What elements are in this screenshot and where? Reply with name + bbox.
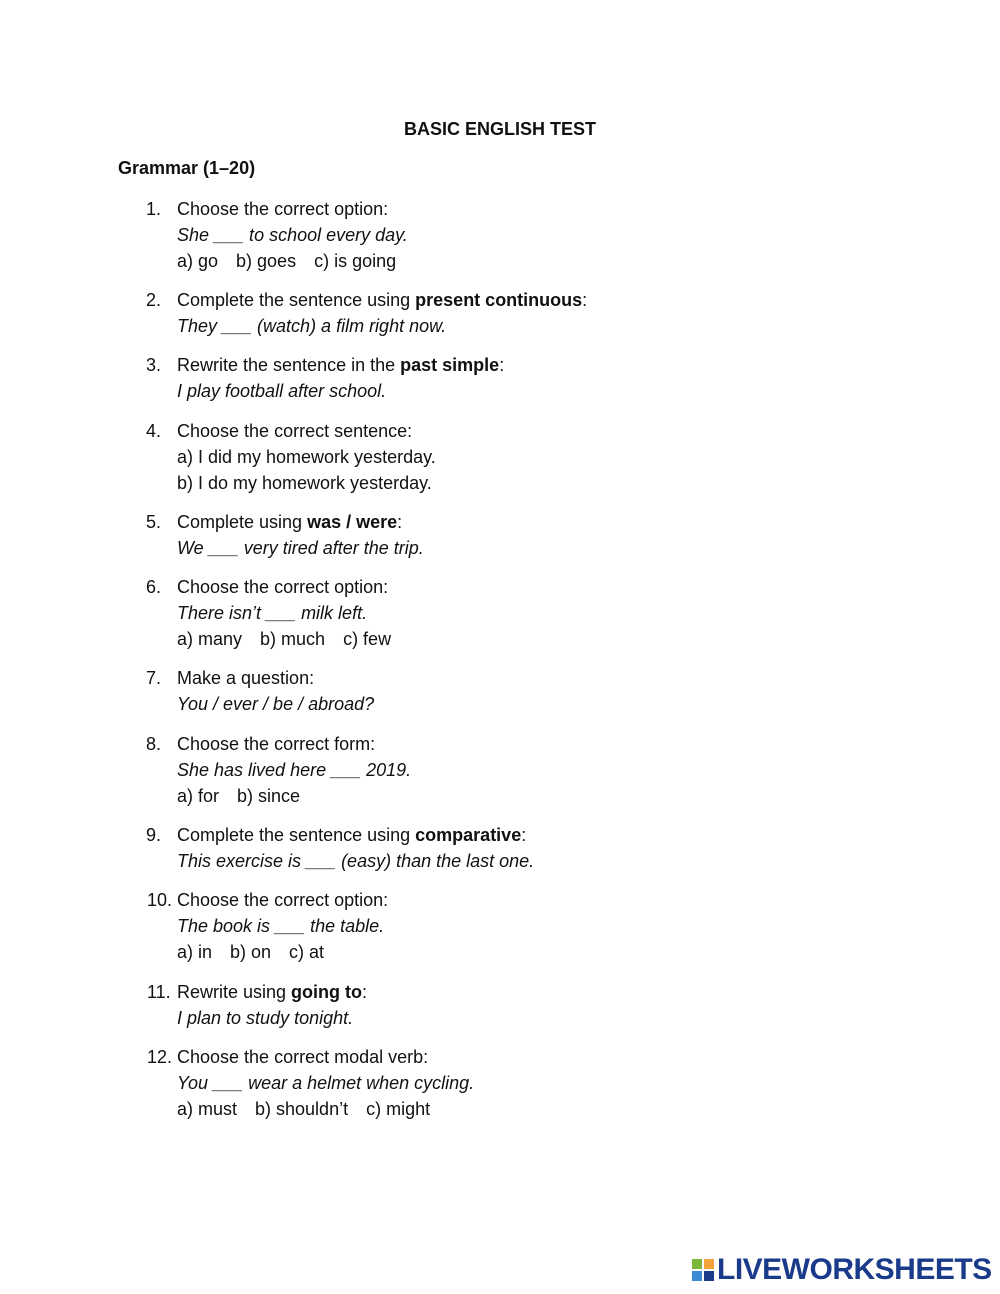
grammar-term: comparative [415, 825, 522, 845]
question-instruction: Choose the correct option: [177, 199, 389, 219]
question-instruction: Choose the correct sentence: [177, 421, 413, 441]
option-c[interactable]: c) at [289, 942, 325, 962]
question-number: 9. [146, 825, 162, 845]
grammar-term: past simple [400, 355, 500, 375]
option-a[interactable]: a) for [177, 786, 220, 806]
question-options [177, 939, 957, 965]
question-sentence: You ___ wear a helmet when cycling. [177, 1073, 475, 1093]
option-b[interactable]: b) much [260, 629, 326, 649]
question-sentence: I play football after school. [177, 381, 387, 401]
question-number: 11. [147, 982, 171, 1002]
grammar-term: present continuous [415, 290, 583, 310]
question-sentence: There isn’t ___ milk left. [177, 603, 368, 623]
option-a[interactable]: a) go [177, 251, 219, 271]
option-b[interactable]: b) goes [236, 251, 297, 271]
question-sentence: You / ever / be / abroad? [177, 694, 375, 714]
question-instruction: Complete the sentence using present continuous: [177, 290, 588, 310]
question-options [177, 783, 957, 809]
question-number: 4. [146, 421, 162, 441]
question-number: 6. [146, 577, 162, 597]
question-options [177, 248, 957, 274]
question-sentence: The book is ___ the table. [177, 916, 385, 936]
question-instruction: Choose the correct option: [177, 577, 389, 597]
page-title: BASIC ENGLISH TEST [403, 119, 596, 139]
option-c[interactable]: c) few [343, 629, 392, 649]
option-c[interactable]: c) is going [314, 251, 397, 271]
grammar-term: going to [291, 982, 363, 1002]
option-c[interactable]: c) might [366, 1099, 431, 1119]
question-instruction: Rewrite using going to: [177, 982, 368, 1002]
question-instruction: Choose the correct option: [177, 890, 389, 910]
section-heading: Grammar (1–20) [118, 158, 256, 178]
question-number: 8. [146, 734, 162, 754]
question-instruction: Choose the correct modal verb: [177, 1047, 429, 1067]
question-options [177, 1096, 957, 1122]
option-b[interactable]: b) shouldn’t [255, 1099, 349, 1119]
question-sentence: I plan to study tonight. [177, 1008, 354, 1028]
option-b[interactable]: b) I do my homework yesterday. [177, 473, 432, 493]
question-instruction: Complete using was / were: [177, 512, 403, 532]
question-instruction: Rewrite the sentence in the past simple: [177, 355, 505, 375]
grammar-term: was / were [307, 512, 398, 532]
question-number: 5. [146, 512, 162, 532]
question-sentence: She ___ to school every day. [177, 225, 408, 245]
option-a[interactable]: a) many [177, 629, 243, 649]
question-number: 1. [146, 199, 162, 219]
option-b[interactable]: b) since [237, 786, 301, 806]
question-sentence: This exercise is ___ (easy) than the last one. [177, 851, 535, 871]
liveworksheets-logo-icon [692, 1259, 714, 1281]
question-instruction: Choose the correct form: [177, 734, 376, 754]
question-sentence: They ___ (watch) a film right now. [177, 316, 447, 336]
option-a[interactable]: a) must [177, 1099, 238, 1119]
question-sentence: We ___ very tired after the trip. [177, 538, 424, 558]
logo-text: LIVEWORKSHEETS [717, 1253, 992, 1286]
liveworksheets-logo [692, 1255, 992, 1285]
option-b[interactable]: b) on [230, 942, 272, 962]
question-instruction: Make a question: [177, 668, 315, 688]
option-a[interactable]: a) in [177, 942, 213, 962]
option-a[interactable]: a) I did my homework yesterday. [177, 447, 436, 467]
question-number: 7. [146, 668, 162, 688]
question-number: 2. [146, 290, 162, 310]
question-number: 10. [147, 890, 173, 910]
question-sentence: She has lived here ___ 2019. [177, 760, 412, 780]
question-number: 3. [146, 355, 162, 375]
question-number: 12. [147, 1047, 173, 1067]
question-options [177, 626, 957, 652]
question-instruction: Complete the sentence using comparative: [177, 825, 527, 845]
